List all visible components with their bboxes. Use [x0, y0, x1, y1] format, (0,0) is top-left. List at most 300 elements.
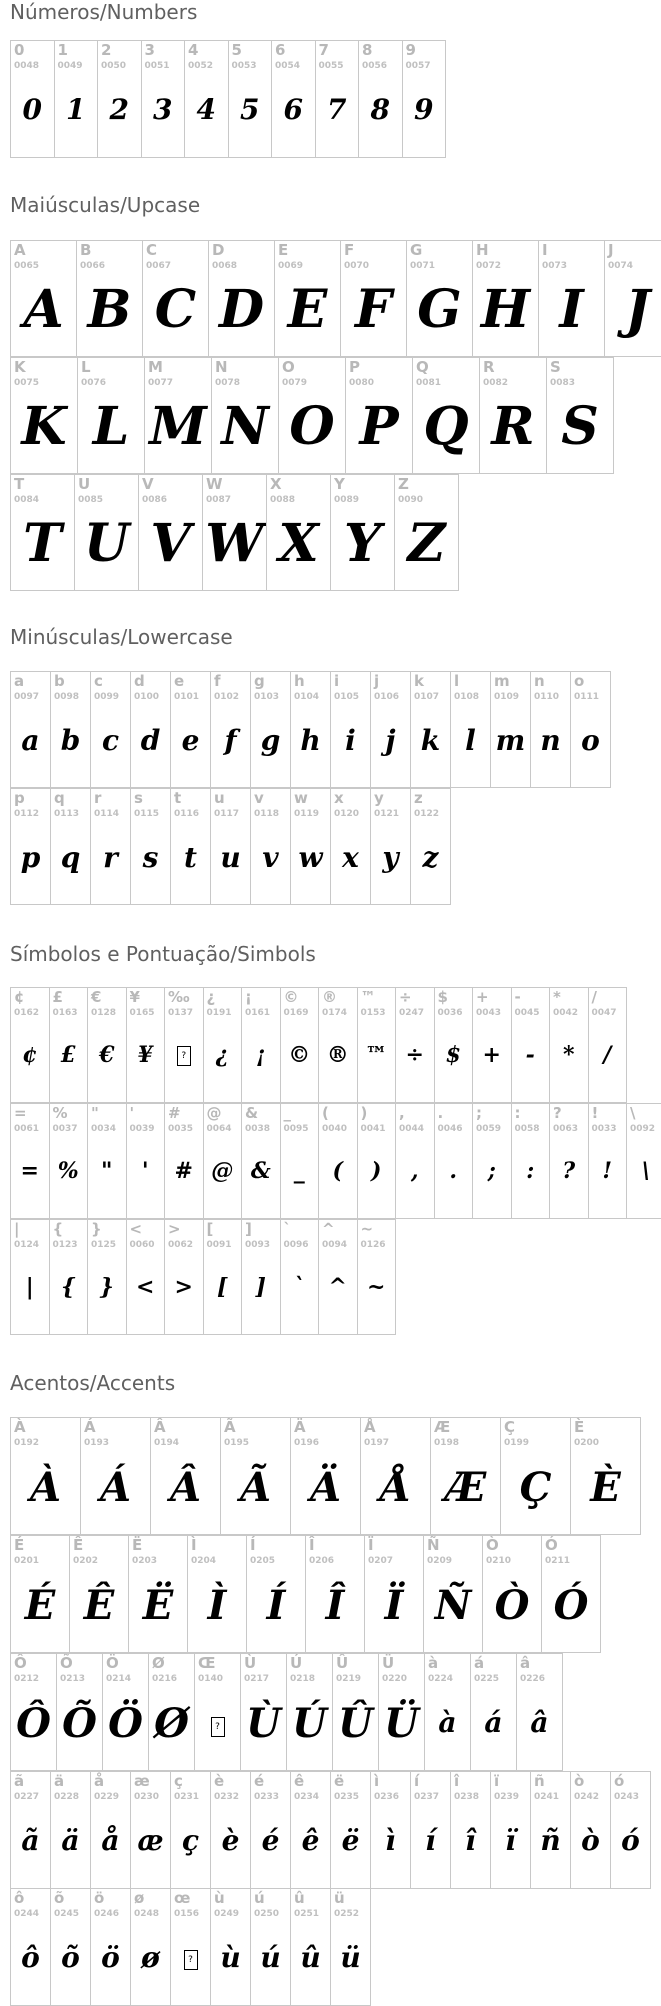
glyph-cell — [203, 987, 243, 1103]
character-code: 0113 — [54, 809, 80, 819]
glyph-sample: Ö — [108, 1700, 143, 1747]
character-code: 0111 — [574, 692, 600, 702]
character-label: K — [14, 358, 26, 376]
glyph-cell — [203, 1219, 243, 1335]
glyph-cell — [410, 671, 451, 788]
glyph-cell — [170, 1771, 211, 1889]
section-title-acc: Acentos/Accents — [10, 1371, 176, 1395]
glyph-cell — [50, 671, 91, 788]
glyph-sample: 6 — [283, 93, 303, 126]
section-title-low: Minúsculas/Lowercase — [10, 625, 233, 649]
glyph-sample: 9 — [414, 93, 434, 126]
glyph-sample: v — [262, 841, 279, 874]
character-code: 0052 — [188, 61, 214, 71]
glyph-cell — [490, 1771, 531, 1889]
character-label: M — [148, 358, 163, 376]
character-code: 0088 — [270, 495, 296, 505]
character-code: 0123 — [52, 1240, 78, 1250]
glyph-sample: Ó — [553, 1582, 589, 1629]
glyph-cell — [549, 1103, 589, 1219]
character-label: ü — [334, 1889, 345, 1907]
glyph-cell — [241, 987, 281, 1103]
character-code: 0099 — [94, 692, 120, 702]
character-code: 0137 — [168, 1008, 194, 1018]
character-code: 0104 — [294, 692, 320, 702]
glyph-sample: @ — [211, 1158, 234, 1184]
character-label: À — [14, 1418, 26, 1436]
glyph-sample: * — [562, 1042, 575, 1068]
character-code: 0075 — [14, 378, 40, 388]
glyph-sample: ò — [581, 1824, 600, 1857]
glyph-sample: Ê — [83, 1582, 115, 1629]
glyph-cell — [278, 357, 346, 474]
character-label: 6 — [275, 41, 286, 59]
character-label: | — [14, 1220, 20, 1238]
glyph-cell — [395, 1103, 435, 1219]
glyph-sample: x — [342, 841, 359, 874]
glyph-sample: ? — [562, 1158, 576, 1184]
glyph-sample: ¥ — [137, 1042, 153, 1068]
character-label: ø — [134, 1889, 145, 1907]
character-code: 0033 — [591, 1124, 617, 1134]
character-label: ó — [614, 1772, 625, 1790]
glyph-sample: i — [345, 724, 356, 757]
glyph-sample: ) — [371, 1158, 382, 1184]
glyph-sample — [195, 1700, 240, 1747]
character-label: à — [428, 1654, 439, 1672]
character-code: 0246 — [94, 1909, 120, 1919]
glyph-sample: % — [57, 1158, 79, 1184]
glyph-cell — [10, 1771, 51, 1889]
glyph-cell — [10, 474, 75, 591]
glyph-cell — [370, 671, 411, 788]
glyph-cell — [170, 1888, 211, 2006]
character-label: ù — [214, 1889, 225, 1907]
glyph-sample: Ü — [384, 1700, 419, 1747]
glyph-cell — [170, 788, 211, 905]
glyph-sample: f — [224, 724, 237, 757]
glyph-cell — [318, 987, 358, 1103]
character-label: N — [215, 358, 228, 376]
character-code: 0096 — [283, 1240, 309, 1250]
glyph-sample: B — [87, 279, 132, 340]
glyph-sample: é — [261, 1824, 280, 1857]
glyph-sample: k — [420, 724, 441, 757]
glyph-sample: ~ — [367, 1274, 386, 1300]
glyph-cell — [330, 788, 371, 905]
glyph-sample: È — [590, 1464, 621, 1511]
glyph-sample: 2 — [109, 93, 129, 126]
glyph-cell — [10, 357, 78, 474]
glyph-cell — [144, 357, 212, 474]
character-label: T — [14, 475, 25, 493]
glyph-sample: å — [101, 1824, 120, 1857]
character-label: ã — [14, 1772, 25, 1790]
glyph-cell — [570, 1771, 611, 1889]
glyph-sample: 8 — [370, 93, 390, 126]
character-code: 0161 — [245, 1008, 271, 1018]
character-label: U — [78, 475, 91, 493]
character-label: A — [14, 241, 26, 259]
glyph-cell — [77, 357, 145, 474]
character-label: ñ — [534, 1772, 545, 1790]
character-label: B — [80, 241, 92, 259]
glyph-sample: Ø — [154, 1700, 189, 1747]
character-label: Æ — [434, 1418, 451, 1436]
character-label: Ú — [290, 1654, 303, 1672]
glyph-cell — [364, 1535, 424, 1653]
character-label: á — [474, 1654, 485, 1672]
glyph-cell — [290, 671, 331, 788]
character-label: ï — [494, 1772, 500, 1790]
glyph-cell — [511, 1103, 551, 1219]
character-label: ä — [54, 1772, 65, 1790]
glyph-cell — [588, 987, 628, 1103]
glyph-cell — [220, 1417, 291, 1535]
glyph-sample: W — [205, 513, 264, 574]
character-code: 0238 — [454, 1792, 480, 1802]
glyph-sample: Ç — [519, 1464, 552, 1511]
missing-glyph-icon: ? — [211, 1717, 225, 1737]
character-label: å — [94, 1772, 105, 1790]
character-code: 0043 — [476, 1008, 502, 1018]
glyph-cell — [10, 1535, 70, 1653]
character-label: Ñ — [427, 1536, 440, 1554]
glyph-cell — [340, 240, 407, 357]
glyph-sample: Ì — [207, 1582, 227, 1629]
glyph-sample: õ — [61, 1941, 80, 1974]
character-label: É — [14, 1536, 25, 1554]
character-code: 0064 — [206, 1124, 232, 1134]
glyph-sample: Ô — [16, 1700, 51, 1747]
character-code: 0053 — [231, 61, 257, 71]
glyph-cell — [370, 788, 411, 905]
character-label: ® — [322, 988, 337, 1006]
glyph-sample: D — [218, 279, 265, 340]
character-label: h — [294, 672, 305, 690]
character-code: 0204 — [191, 1556, 217, 1566]
character-code: 0121 — [374, 809, 400, 819]
glyph-sample: ö — [101, 1941, 120, 1974]
character-code: 0225 — [474, 1674, 500, 1684]
glyph-cell — [90, 788, 131, 905]
glyph-cell — [138, 474, 203, 591]
glyph-cell — [315, 40, 360, 158]
glyph-cell — [434, 1103, 474, 1219]
character-label: ô — [14, 1889, 25, 1907]
character-code: 0072 — [476, 261, 502, 271]
glyph-sample: Æ — [444, 1464, 487, 1511]
character-label: Ì — [191, 1536, 197, 1554]
glyph-sample: á — [484, 1706, 503, 1739]
character-label: ^ — [322, 1220, 335, 1238]
glyph-sample: ä — [61, 1824, 80, 1857]
glyph-cell — [412, 357, 480, 474]
character-code: 0118 — [254, 809, 280, 819]
character-code: 0084 — [14, 495, 40, 505]
glyph-sample: C — [154, 279, 197, 340]
character-code: 0213 — [60, 1674, 86, 1684]
glyph-cell — [357, 987, 397, 1103]
character-label: = — [14, 1104, 27, 1122]
character-code: 0233 — [254, 1792, 280, 1802]
character-code: 0078 — [215, 378, 241, 388]
character-code: 0106 — [374, 692, 400, 702]
glyph-cell — [10, 40, 55, 158]
glyph-cell — [406, 240, 473, 357]
glyph-cell — [130, 671, 171, 788]
character-code: 0044 — [399, 1124, 425, 1134]
character-label: 0 — [14, 41, 25, 59]
glyph-sample: | — [25, 1274, 34, 1300]
glyph-cell — [358, 40, 403, 158]
glyph-cell — [610, 1771, 651, 1889]
glyph-cell — [141, 40, 186, 158]
glyph-cell — [208, 240, 275, 357]
character-label: ™ — [360, 988, 376, 1006]
glyph-cell — [203, 1103, 243, 1219]
glyph-sample: Å — [379, 1464, 412, 1511]
character-code: 0061 — [14, 1124, 40, 1134]
glyph-sample: ™ — [365, 1042, 388, 1068]
glyph-cell — [530, 671, 571, 788]
character-code: 0042 — [553, 1008, 579, 1018]
character-code: 0056 — [362, 61, 388, 71]
glyph-cell — [150, 1417, 221, 1535]
glyph-cell — [130, 1888, 171, 2006]
character-label: ' — [129, 1104, 135, 1122]
character-code: 0214 — [106, 1674, 132, 1684]
glyph-cell — [56, 1653, 103, 1771]
character-code: 0244 — [14, 1909, 40, 1919]
glyph-sample: N — [221, 396, 269, 457]
glyph-sample: ø — [141, 1941, 160, 1974]
character-code: 0202 — [73, 1556, 99, 1566]
character-label: L — [81, 358, 91, 376]
character-label: t — [174, 789, 182, 807]
character-code: 0089 — [334, 495, 360, 505]
glyph-sample: Ú — [292, 1700, 327, 1747]
character-code: 0085 — [78, 495, 104, 505]
glyph-sample — [171, 1941, 210, 1974]
glyph-cell — [588, 1103, 628, 1219]
glyph-cell — [280, 1219, 320, 1335]
glyph-cell — [549, 987, 589, 1103]
glyph-sample: J — [625, 279, 650, 340]
glyph-sample: # — [174, 1158, 193, 1184]
character-label: £ — [52, 988, 63, 1006]
glyph-cell — [211, 357, 279, 474]
glyph-cell — [240, 1653, 287, 1771]
glyph-cell — [126, 987, 166, 1103]
glyph-cell — [126, 1219, 166, 1335]
glyph-sample: ã — [21, 1824, 40, 1857]
glyph-cell — [450, 1771, 491, 1889]
character-code: 0239 — [494, 1792, 520, 1802]
character-code: 0038 — [245, 1124, 271, 1134]
glyph-cell — [424, 1653, 471, 1771]
glyph-sample: ç — [181, 1824, 200, 1857]
character-code: 0114 — [94, 809, 120, 819]
character-label: + — [476, 988, 489, 1006]
character-code: 0069 — [278, 261, 304, 271]
glyph-cell — [184, 40, 229, 158]
character-code: 0068 — [212, 261, 238, 271]
character-label: & — [245, 1104, 259, 1122]
character-code: 0196 — [294, 1438, 320, 1448]
character-code: 0162 — [14, 1008, 40, 1018]
character-code: 0128 — [91, 1008, 117, 1018]
character-code: 0115 — [134, 809, 160, 819]
character-code: 0100 — [134, 692, 160, 702]
glyph-sample: r — [103, 841, 118, 874]
character-code: 0083 — [550, 378, 576, 388]
character-label: e — [174, 672, 185, 690]
glyph-sample: Ñ — [434, 1582, 472, 1629]
glyph-cell — [148, 1653, 195, 1771]
glyph-sample: ; — [487, 1158, 496, 1184]
character-label: î — [454, 1772, 460, 1790]
glyph-cell — [604, 240, 661, 357]
character-code: 0057 — [405, 61, 431, 71]
character-code: 0207 — [368, 1556, 394, 1566]
glyph-cell — [10, 1103, 50, 1219]
character-code: 0212 — [14, 1674, 40, 1684]
glyph-sample: _ — [293, 1158, 305, 1184]
glyph-sample: > — [174, 1274, 193, 1300]
glyph-cell — [69, 1535, 129, 1653]
glyph-sample: Û — [338, 1700, 373, 1747]
glyph-sample: m — [495, 724, 526, 757]
character-code: 0245 — [54, 1909, 80, 1919]
character-label: 5 — [231, 41, 242, 59]
character-code: 0116 — [174, 809, 200, 819]
glyph-cell — [49, 1103, 89, 1219]
glyph-sample: € — [99, 1042, 115, 1068]
glyph-cell — [164, 1219, 204, 1335]
character-label: b — [54, 672, 65, 690]
character-code: 0218 — [290, 1674, 316, 1684]
glyph-sample: Z — [407, 513, 446, 574]
character-code: 0097 — [14, 692, 40, 702]
character-label: Õ — [60, 1654, 73, 1672]
character-label: } — [91, 1220, 102, 1238]
glyph-cell — [345, 357, 413, 474]
character-label: Ø — [152, 1654, 165, 1672]
character-code: 0242 — [574, 1792, 600, 1802]
glyph-cell — [410, 788, 451, 905]
character-code: 0063 — [553, 1124, 579, 1134]
glyph-sample: ® — [326, 1042, 349, 1068]
character-label: E — [278, 241, 289, 259]
character-code: 0087 — [206, 495, 232, 505]
character-code: 0046 — [437, 1124, 463, 1134]
glyph-sample: Í — [266, 1582, 286, 1629]
character-label: v — [254, 789, 264, 807]
glyph-cell — [274, 240, 341, 357]
glyph-sample: a — [21, 724, 40, 757]
glyph-cell — [516, 1653, 563, 1771]
glyph-sample: F — [355, 279, 392, 340]
glyph-sample: ¿ — [215, 1042, 229, 1068]
glyph-sample: [ — [217, 1274, 228, 1300]
glyph-sample: ë — [341, 1824, 360, 1857]
glyph-cell — [10, 240, 77, 357]
glyph-sample: S — [561, 396, 599, 457]
character-label: ` — [283, 1220, 291, 1238]
character-label: Z — [398, 475, 409, 493]
character-label: 2 — [101, 41, 112, 59]
glyph-sample: p — [20, 841, 41, 874]
glyph-sample: " — [101, 1158, 113, 1184]
character-code: 0122 — [414, 809, 440, 819]
glyph-cell — [423, 1535, 483, 1653]
character-code: 0156 — [174, 1909, 200, 1919]
character-code: 0081 — [416, 378, 442, 388]
glyph-sample: E — [287, 279, 328, 340]
glyph-cell — [87, 1103, 127, 1219]
glyph-sample: n — [540, 724, 561, 757]
glyph-cell — [434, 987, 474, 1103]
character-label: i — [334, 672, 340, 690]
character-label: I — [542, 241, 548, 259]
character-label: ; — [476, 1104, 482, 1122]
character-code: 0249 — [214, 1909, 240, 1919]
glyph-cell — [541, 1535, 601, 1653]
character-code: 0243 — [614, 1792, 640, 1802]
character-label: y — [374, 789, 384, 807]
glyph-sample: ] — [255, 1274, 266, 1300]
glyph-sample: ù — [220, 1941, 241, 1974]
glyph-sample: ! — [602, 1158, 613, 1184]
character-code: 0062 — [168, 1240, 194, 1250]
glyph-cell — [280, 987, 320, 1103]
character-code: 0230 — [134, 1792, 160, 1802]
glyph-sample: $ — [445, 1042, 461, 1068]
glyph-cell — [128, 1535, 188, 1653]
character-label: ¿ — [206, 988, 216, 1006]
character-label: Û — [336, 1654, 349, 1672]
glyph-sample: < — [136, 1274, 155, 1300]
character-code: 0220 — [382, 1674, 408, 1684]
character-code: 0117 — [214, 809, 240, 819]
glyph-cell — [97, 40, 142, 158]
character-label: æ — [134, 1772, 150, 1790]
character-label: d — [134, 672, 145, 690]
glyph-cell — [305, 1535, 365, 1653]
character-code: 0107 — [414, 692, 440, 702]
character-code: 0247 — [399, 1008, 425, 1018]
glyph-cell — [194, 1653, 241, 1771]
glyph-cell — [378, 1653, 425, 1771]
glyph-sample: 7 — [327, 93, 347, 126]
character-label: é — [254, 1772, 265, 1790]
glyph-cell — [570, 1417, 641, 1535]
character-label: s — [134, 789, 143, 807]
glyph-cell — [266, 474, 331, 591]
glyph-cell — [76, 240, 143, 357]
glyph-cell — [357, 1219, 397, 1335]
character-label: 1 — [57, 41, 68, 59]
glyph-cell — [538, 240, 605, 357]
character-label: Ë — [132, 1536, 143, 1554]
character-label: a — [14, 672, 25, 690]
character-label: Ã — [224, 1418, 236, 1436]
glyph-cell — [10, 671, 51, 788]
glyph-cell — [330, 1888, 371, 2006]
character-code: 0153 — [360, 1008, 386, 1018]
glyph-sample: © — [288, 1042, 311, 1068]
